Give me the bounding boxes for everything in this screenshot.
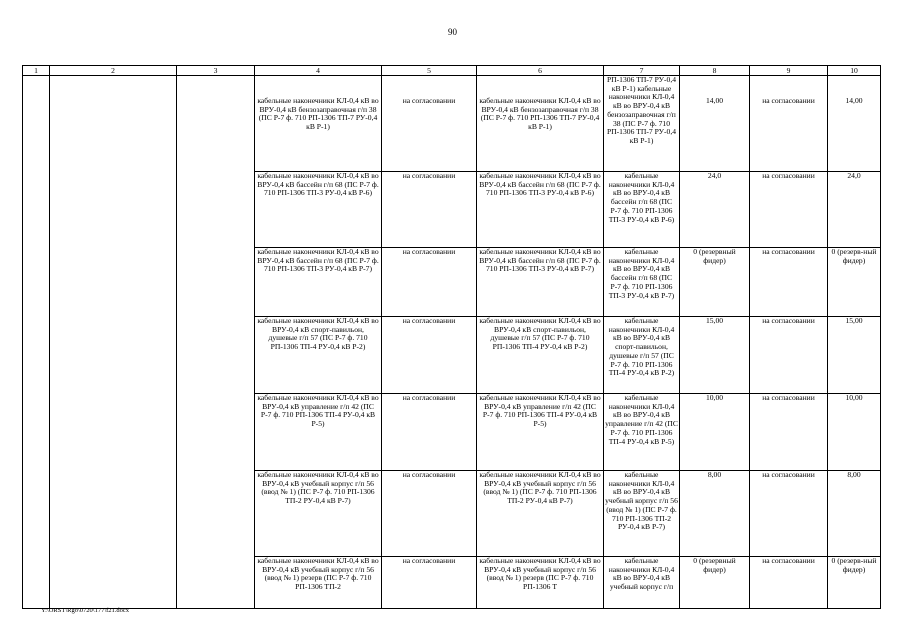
column-header: 6 [477, 66, 604, 76]
document-table [22, 65, 881, 609]
column-header: 9 [750, 66, 828, 76]
table-cell: кабельные наконечники КЛ-0,4 кВ во ВРУ-0,4 кВ бассейн г/п 68 (ПС Р-7 ф. 710 РП-1306 ТП-3 РУ-0,4 кВ Р-6) [604, 172, 680, 248]
table-cell: 10,00 [680, 394, 750, 471]
empty-cell [177, 76, 255, 609]
table-cell: 0 (резерв-ный фидер) [828, 248, 881, 317]
table-row [23, 76, 881, 172]
table-cell: на согласовании [382, 317, 477, 394]
table-cell: кабельные наконечники КЛ-0,4 кВ во ВРУ-0,4 кВ учебный корпус г/п 56 (ввод № 1) (ПС Р-7 ф. 710 РП-1306 ТП-2 РУ-0,4 кВ Р-7) [477, 471, 604, 557]
table-cell: на согласовании [750, 557, 828, 609]
table-cell: кабельные наконечники КЛ-0,4 кВ во ВРУ-0,4 кВ учебный корпус г/п 56 (ввод № 1) резерв (ПС Р-7 ф. 710 РП-1306 ТП-2 [255, 557, 382, 609]
table-cell: на согласовании [382, 471, 477, 557]
table-cell: 15,00 [680, 317, 750, 394]
table-cell: 0 (резервный фидер) [680, 557, 750, 609]
table-cell: кабельные наконечники КЛ-0,4 кВ во ВРУ-0,4 кВ бассейн г/п 68 (ПС Р-7 ф. 710 РП-1306 ТП-3 РУ-0,4 кВ Р-7) [255, 248, 382, 317]
table-cell: кабельные наконечники КЛ-0,4 кВ во ВРУ-0,4 кВ спорт-павильон, душевые г/п 57 (ПС Р-7 ф. 710 РП-1306 ТП-4 РУ-0,4 кВ Р-2) [477, 317, 604, 394]
table-cell: на согласовании [750, 76, 828, 172]
column-header: 10 [828, 66, 881, 76]
table-cell: РП-1306 ТП-7 РУ-0,4 кВ Р-1) кабельные наконечники КЛ-0,4 кВ во ВРУ-0,4 кВ бензозаправочная г/п 38 (ПС Р-7 ф. 710 РП-1306 ТП-7 РУ-0,4 кВ Р-1) [604, 76, 680, 172]
empty-cell [50, 76, 177, 609]
column-header: 5 [382, 66, 477, 76]
empty-cell [23, 76, 50, 609]
table-cell: на согласовании [750, 394, 828, 471]
column-header: 7 [604, 66, 680, 76]
table-cell: кабельные наконечники КЛ-0,4 кВ во ВРУ-0,4 кВ бензозаправочная г/п 38 (ПС Р-7 ф. 710 РП-1306 ТП-7 РУ-0,4 кВ Р-1) [477, 76, 604, 172]
table-cell: кабельные наконечники КЛ-0,4 кВ во ВРУ-0,4 кВ управление г/п 42 (ПС Р-7 ф. 710 РП-1306 ТП-4 РУ-0,4 кВ Р-5) [477, 394, 604, 471]
table-cell: на согласовании [382, 394, 477, 471]
table-cell: 15,00 [828, 317, 881, 394]
column-header: 3 [177, 66, 255, 76]
table-cell: 24,0 [828, 172, 881, 248]
table-cell: 14,00 [828, 76, 881, 172]
column-header: 4 [255, 66, 382, 76]
table-cell: 8,00 [680, 471, 750, 557]
file-path-footer: Y:\ORST\Rgo\0720\177\f21.docx [41, 607, 130, 614]
table-cell: на согласовании [382, 76, 477, 172]
table-header-row [23, 66, 881, 76]
page-number: 90 [448, 27, 457, 37]
table-cell: на согласовании [382, 248, 477, 317]
column-header: 2 [50, 66, 177, 76]
table-cell: кабельные наконечники КЛ-0,4 кВ во ВРУ-0,4 кВ бассейн г/п 68 (ПС Р-7 ф. 710 РП-1306 ТП-3 РУ-0,4 кВ Р-6) [477, 172, 604, 248]
table-cell: на согласовании [750, 317, 828, 394]
table-cell: 10,00 [828, 394, 881, 471]
table-cell: кабельные наконечники КЛ-0,4 кВ во ВРУ-0,4 кВ учебный корпус г/п 56 (ввод № 1) резерв (ПС Р-7 ф. 710 РП-1306 Т [477, 557, 604, 609]
table-cell: кабельные наконечники КЛ-0,4 кВ во ВРУ-0,4 кВ управление г/п 42 (ПС Р-7 ф. 710 РП-1306 ТП-4 РУ-0,4 кВ Р-5) [604, 394, 680, 471]
table-cell: кабельные наконечники КЛ-0,4 кВ во ВРУ-0,4 кВ бассейн г/п 68 (ПС Р-7 ф. 710 РП-1306 ТП-3 РУ-0,4 кВ Р-7) [604, 248, 680, 317]
table-cell: кабельные наконечники КЛ-0,4 кВ во ВРУ-0,4 кВ учебный корпус г/п [604, 557, 680, 609]
table-cell: кабельные наконечники КЛ-0,4 кВ во ВРУ-0,4 кВ бензозаправочная г/п 38 (ПС Р-7 ф. 710 РП-1306 ТП-7 РУ-0,4 кВ Р-1) [255, 76, 382, 172]
table-cell: кабельные наконечники КЛ-0,4 кВ во ВРУ-0,4 кВ управление г/п 42 (ПС Р-7 ф. 710 РП-1306 ТП-4 РУ-0,4 кВ Р-5) [255, 394, 382, 471]
table-cell: на согласовании [750, 471, 828, 557]
table-cell: 8,00 [828, 471, 881, 557]
table-cell: кабельные наконечники КЛ-0,4 кВ во ВРУ-0,4 кВ бассейн г/п 68 (ПС Р-7 ф. 710 РП-1306 ТП-3 РУ-0,4 кВ Р-7) [477, 248, 604, 317]
table-cell: на согласовании [750, 248, 828, 317]
column-header: 1 [23, 66, 50, 76]
table-cell: на согласовании [382, 557, 477, 609]
table-cell: 24,0 [680, 172, 750, 248]
table-cell: кабельные наконечники КЛ-0,4 кВ во ВРУ-0,4 кВ бассейн г/п 68 (ПС Р-7 ф. 710 РП-1306 ТП-3 РУ-0,4 кВ Р-6) [255, 172, 382, 248]
column-header: 8 [680, 66, 750, 76]
table-cell: кабельные наконечники КЛ-0,4 кВ во ВРУ-0,4 кВ учебный корпус г/п 56 (ввод № 1) (ПС Р-7 ф. 710 РП-1306 ТП-2 РУ-0,4 кВ Р-7) [604, 471, 680, 557]
table-cell: кабельные наконечники КЛ-0,4 кВ во ВРУ-0,4 кВ учебный корпус г/п 56 (ввод № 1) (ПС Р-7 ф. 710 РП-1306 ТП-2 РУ-0,4 кВ Р-7) [255, 471, 382, 557]
table-cell: 14,00 [680, 76, 750, 172]
table-cell: 0 (резервный фидер) [680, 248, 750, 317]
table-cell: 0 (резерв-ный фидер) [828, 557, 881, 609]
table-cell: кабельные наконечники КЛ-0,4 кВ во ВРУ-0,4 кВ спорт-павильон, душевые г/п 57 (ПС Р-7 ф. 710 РП-1306 ТП-4 РУ-0,4 кВ Р-2) [255, 317, 382, 394]
table-cell: на согласовании [382, 172, 477, 248]
table-cell: на согласовании [750, 172, 828, 248]
table-cell: кабельные наконечники КЛ-0,4 кВ во ВРУ-0,4 кВ спорт-павильон, душевые г/п 57 (ПС Р-7 ф. 710 РП-1306 ТП-4 РУ-0,4 кВ Р-2) [604, 317, 680, 394]
